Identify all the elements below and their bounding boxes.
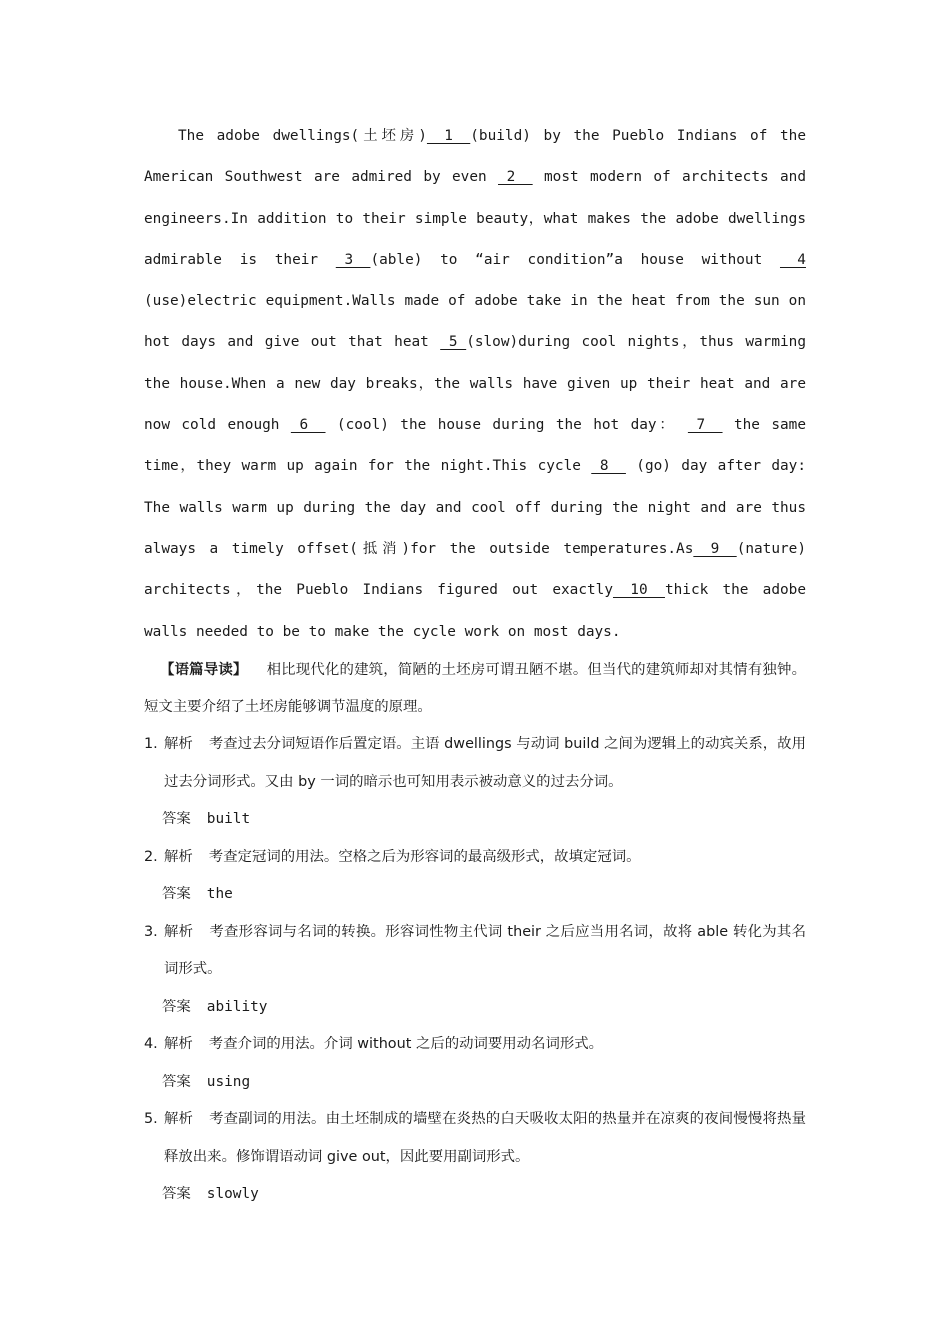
analysis-text: 考查形容词与名词的转换。形容词性物主代词 their 之后应当用名词，故将 able 转化为其名词形式。 <box>164 923 806 977</box>
blank-10: 10 <box>612 582 665 599</box>
blank-2: 2 <box>498 169 533 186</box>
blank-7: 7 <box>687 417 723 434</box>
answer-list <box>144 726 806 1214</box>
blank-3: 3 <box>335 251 371 268</box>
answer-item-5 <box>144 1101 806 1214</box>
blank-8: 8 <box>591 458 626 475</box>
blank-6: 6 <box>290 417 326 434</box>
answer-value: using <box>206 1073 251 1090</box>
passage-text: The adobe dwellings(土坯房) <box>178 128 427 144</box>
blank-1: 1 <box>426 128 471 144</box>
answer-label: 答案 <box>162 1186 191 1202</box>
blank-4: 4 <box>779 251 806 268</box>
answer-item-4 <box>144 1026 806 1101</box>
blank-9: 9 <box>693 540 737 557</box>
item-number: 2. <box>144 848 158 865</box>
item-number: 5. <box>144 1111 158 1127</box>
answer-value: ability <box>206 998 268 1015</box>
blank-5: 5 <box>440 334 467 351</box>
answer-label: 答案 <box>162 886 191 902</box>
passage-text: (nature) architects，the Pueblo Indians figured out exactly <box>144 540 806 599</box>
answer-value: the <box>206 886 233 902</box>
item-number: 4. <box>144 1036 158 1052</box>
passage-text: (use)electric equipment.Walls made of adobe take in the heat from the sun on hot days and give out that heat <box>144 293 806 351</box>
passage-text: thick the adobe walls needed to be to make the cycle work on most days. <box>144 582 806 640</box>
item-number: 1. <box>144 736 158 752</box>
passage-text: (able) to “air condition”a house without <box>370 251 780 268</box>
reading-guide <box>144 652 806 726</box>
answer-label: 答案 <box>162 1073 191 1090</box>
answer-value: built <box>206 811 251 827</box>
answer-item-1 <box>144 726 806 839</box>
passage-text: (build) by the Pueblo Indians of the American Southwest are admired by even <box>144 128 806 186</box>
answer-item-3 <box>144 914 806 1027</box>
analysis-label: 解析 <box>164 1111 194 1127</box>
analysis-label: 解析 <box>164 1036 193 1052</box>
analysis-text: 考查副词的用法。由土坯制成的墙壁在炎热的白天吸收太阳的热量并在凉爽的夜间慢慢将热量释放出来。修饰谓语动词 give out，因此要用副词形式。 <box>164 1111 806 1165</box>
answer-item-2 <box>144 839 806 914</box>
analysis-text: 考查定冠词的用法。空格之后为形容词的最高级形式，故填定冠词。 <box>208 848 641 865</box>
analysis-text: 考查介词的用法。介词 without 之后的动词要用动名词形式。 <box>208 1036 604 1052</box>
passage-text: (slow)during cool nights，thus warming the house.When a new day breaks，the walls have given up their heat and are now cold enough <box>144 334 807 434</box>
analysis-label: 解析 <box>164 923 194 940</box>
analysis-label: 解析 <box>164 736 193 752</box>
answer-label: 答案 <box>162 998 191 1015</box>
item-number: 3. <box>144 923 158 940</box>
passage-text: (cool) the house during the hot day： <box>325 417 688 434</box>
analysis-text: 考查过去分词短语作后置定语。主语 dwellings 与动词 build 之间为逻辑上的动宾关系，故用过去分词形式。又由 by 一词的暗示也可知用表示被动意义的过去分词。 <box>164 736 806 790</box>
passage-text: the same time，they warm up again for the night.This cycle <box>144 417 807 475</box>
passage-text: (go) day after day: The walls warm up during the day and cool off during the night and are thus always a timely offset(抵消)for the outside temperatures.As <box>144 458 806 557</box>
analysis-label: 解析 <box>164 848 193 865</box>
answer-value: slowly <box>206 1186 259 1202</box>
guide-tag: 【语篇导读】 <box>160 662 248 678</box>
answer-label: 答案 <box>162 811 191 827</box>
cloze-passage <box>144 116 806 653</box>
passage-text: most modern of architects and engineers.In addition to their simple beauty，what makes the adobe dwellings admirable is their <box>144 169 806 268</box>
guide-text: 相比现代化的建筑，简陋的土坯房可谓丑陋不堪。但当代的建筑师却对其情有独钟。短文主要介绍了土坯房能够调节温度的原理。 <box>144 662 806 715</box>
